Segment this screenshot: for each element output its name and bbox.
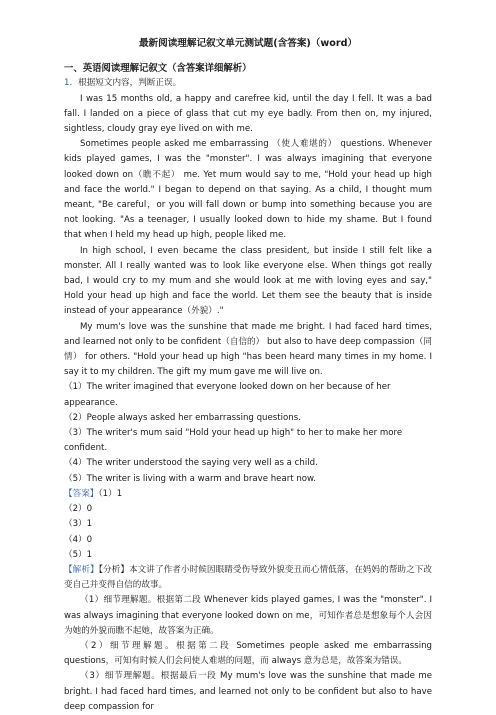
statement-3: （3）The writer's mum said "Hold your head up high" to her to make her more confident.	[64, 428, 403, 454]
explanation-3: （3）细节理解题。根据最后一段 My mum's love was the sunshine that made me bright. I had faced hard times, and learned not only to be confident but also to have deep compassion for	[64, 671, 432, 712]
explanation-1: （1）细节理解题。根据第二段 Whenever kids played games, I was the "monster". I was always imagining that everyone looked down on me，可知作者总是想象每个人会因为她的外貌而瞧不起她，故答案为正确。	[64, 595, 432, 636]
answer-5: （5）1	[64, 549, 93, 560]
answer-1: （1）1	[98, 488, 123, 499]
document-title: 最新阅读理解记叙文单元测试题(含答案)（word）	[138, 38, 358, 49]
analysis-summary: 【分析】本文讲了作者小时候因眼睛受伤导致外貌变丑而心情低落，在妈妈的帮助之下改变自己并变得自信的故事。	[64, 564, 432, 591]
answer-3: （3）1	[64, 519, 93, 530]
passage-paragraph-1: I was 15 months old, a happy and carefree kid, until the day I fell. It was a bad fall. I landed on a piece of glass that cut my eye badly. From then on, my injured, sightless, cloudy gray eye lived on with me.	[64, 93, 432, 135]
passage-paragraph-3: In high school, I even became the class president, but inside I still felt like a monster. All I really wanted was to look like everyone else. When things got really bad, I would cry to my mum and she would look at me with loving eyes and say," Hold your head up high and face the world. Let them see the beauty that is inside instead of your appearance（外貌）."	[64, 245, 432, 317]
passage-paragraph-2: Sometimes people asked me embarrassing （使人难堪的） questions. Whenever kids played games, I was the "monster". I was always imagining that everyone looked down on（瞧不起） me. Yet mum would say to me, "Hold your head up high and face the world." I began to depend on that saying. As a child, I thought mum meant, "Be careful，or you will fall down or bump into something because you are not looking. "As a teenager, I usually looked down to hide my shame. But I found that when I held my head up high, people liked me.	[64, 139, 432, 241]
statement-2: （2）People always asked her embarrassing questions.	[64, 412, 301, 423]
passage-paragraph-4: My mum's love was the sunshine that made me bright. I had faced hard times, and learned not only to be confident（自信的） but also to have deep compassion（同情） for others. "Hold your head up high "has been heard many times in my home. I say it to my children. The gift my mum gave me will live on.	[64, 321, 432, 378]
explanation-2: （2）细节理解题。根据第二段 Sometimes people asked me embarrassing questions，可知有时候人们会问使人难堪的问题，而 always 意为总是，故答案为错误。	[64, 640, 432, 667]
statement-1: （1）The writer imagined that everyone looked down on her because of her appearance.	[64, 382, 391, 408]
analysis-summary-line	[64, 563, 432, 593]
statement-4: （4）The writer understood the saying very well as a child.	[64, 458, 318, 469]
analysis-label: 【解析】	[64, 564, 99, 575]
answer-2: （2）0	[64, 504, 93, 515]
answer-label: 【答案】	[64, 488, 99, 499]
section-heading: 一、英语阅读理解记叙文（含答案详细解析）	[64, 63, 252, 75]
question-number: 1．	[64, 78, 79, 89]
answer-4: （4）0	[64, 534, 93, 545]
statement-5: （5）The writer is living with a warm and brave heart now.	[64, 473, 317, 484]
question-header	[64, 76, 432, 91]
question-instruction: 根据短文内容，判断正误。	[78, 78, 182, 89]
answer-line-1	[64, 487, 432, 502]
